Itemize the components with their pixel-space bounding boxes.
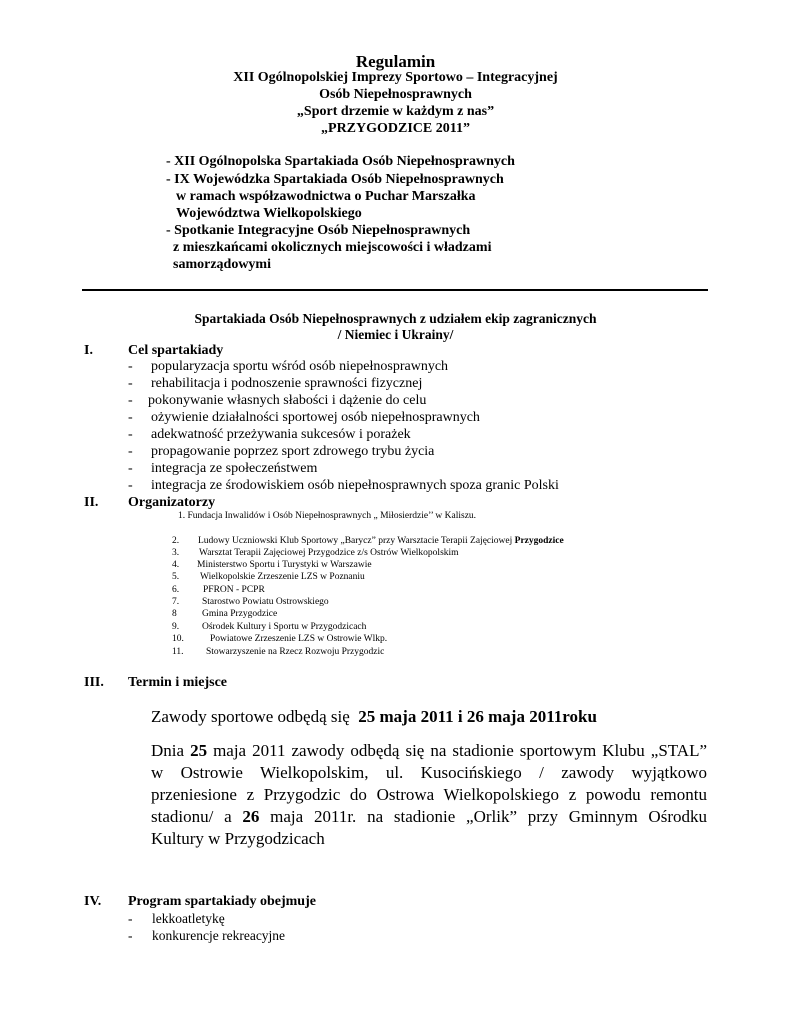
title-line-1: XII Ogólnopolskiej Imprezy Sportowo – Integracyjnej [233, 70, 558, 85]
section-1-numeral: I. [84, 343, 93, 358]
organizer-item: 4. Ministerstwo Sportu i Turystyki w Warszawie [172, 560, 372, 570]
venue-line: w Ostrowie Wielkopolskim, ul. Kusocińskiego / zawody wyjątkowo [151, 763, 707, 782]
program-item: - konkurencje rekreacyjne [128, 928, 286, 943]
venue-paragraph [151, 741, 707, 851]
organizer-item: 10. Powiatowe Zrzeszenie LZS w Ostrowie Wlkp. [172, 634, 388, 644]
goal-item: - pokonywanie własnych słabości i dążenie do celu [128, 393, 427, 408]
organizer-item: 3. Warsztat Terapii Zajęciowej Przygodzice z/s Ostrów Wielkopolskim [172, 548, 459, 558]
section-1-heading: Cel spartakiady [128, 343, 224, 358]
goal-item: - adekwatność przeżywania sukcesów i porażek [128, 427, 411, 442]
event-line-6: z mieszkańcami okolicznych miejscowości i władzami [173, 240, 492, 255]
event-line-5: - Spotkanie Integracyjne Osób Niepełnosprawnych [166, 223, 471, 238]
section-4-numeral: IV. [84, 894, 102, 909]
goal-item: - ożywienie działalności sportowej osób niepełnosprawnych [128, 410, 480, 425]
organizer-item: 2. Ludowy Uczniowski Klub Sportowy „Barycz” przy Warsztacie Terapii Zajęciowej Przygodzice [172, 536, 564, 546]
subtitle-line-2: / Niemiec i Ukrainy/ [337, 327, 454, 342]
venue-line: Dnia 25 maja 2011 zawody odbędą się na stadionie sportowym Klubu „STAL” [151, 741, 708, 760]
organizer-item-1: 1. Fundacja Inwalidów i Osób Niepełnosprawnych „ Miłosierdzie’’ w Kaliszu. [178, 511, 477, 521]
event-line-4: Województwa Wielkopolskiego [176, 206, 362, 221]
organizer-item: 6. PFRON - PCPR [172, 585, 265, 595]
organizer-item: 11. Stowarzyszenie na Rzecz Rozwoju Przygodzic [172, 647, 385, 657]
event-line-1: - XII Ogólnopolska Spartakiada Osób Niepełnosprawnych [166, 154, 515, 169]
section-3-numeral: III. [84, 675, 104, 690]
goal-item: - popularyzacja sportu wśród osób niepełnosprawnych [128, 359, 449, 374]
document-title: Regulamin [355, 52, 436, 71]
title-line-2: Osób Niepełnosprawnych [319, 87, 472, 102]
section-2-heading: Organizatorzy [128, 495, 216, 510]
section-2-numeral: II. [84, 495, 99, 510]
title-line-4: „PRZYGODZICE 2011” [321, 121, 470, 136]
venue-line: stadionu/ a 26 maja 2011r. na stadionie „Orlik” przy Gminnym Ośrodku [151, 807, 707, 826]
section-3-heading: Termin i miejsce [128, 675, 228, 690]
horizontal-rule [82, 289, 708, 291]
event-line-2: - IX Wojewódzka Spartakiada Osób Niepełnosprawnych [166, 172, 504, 187]
organizer-item: 9. Ośrodek Kultury i Sportu w Przygodzicach [172, 622, 367, 632]
goal-item: - rehabilitacja i podnoszenie sprawności fizycznej [128, 376, 423, 391]
program-item: - lekkoatletykę [128, 911, 225, 926]
subtitle-line-1: Spartakiada Osób Niepełnosprawnych z udziałem ekip zagranicznych [194, 311, 597, 326]
goal-item: - integracja ze społeczeństwem [128, 461, 318, 476]
goal-item: - integracja ze środowiskiem osób niepełnosprawnych spoza granic Polski [128, 478, 559, 493]
goal-item: - propagowanie poprzez sport zdrowego trybu życia [128, 444, 435, 459]
organizer-item: 8 Gmina Przygodzice [172, 609, 278, 619]
title-line-3: „Sport drzemie w każdym z nas” [296, 104, 495, 119]
event-line-7: samorządowymi [173, 257, 271, 272]
organizer-item: 5. Wielkopolskie Zrzeszenie LZS w Poznaniu [172, 572, 365, 582]
event-dates: Zawody sportowe odbędą się 25 maja 2011 i 26 maja 2011roku [151, 707, 597, 726]
event-line-3: w ramach współzawodnictwa o Puchar Marszałka [176, 189, 476, 204]
venue-line: przeniesione z Przygodzic do Ostrowa Wielkopolskiego z powodu remontu [151, 785, 707, 804]
section-4-heading: Program spartakiady obejmuje [128, 894, 316, 909]
organizer-item: 7. Starostwo Powiatu Ostrowskiego [172, 597, 329, 607]
venue-line: Kultury w Przygodzicach [151, 829, 325, 848]
